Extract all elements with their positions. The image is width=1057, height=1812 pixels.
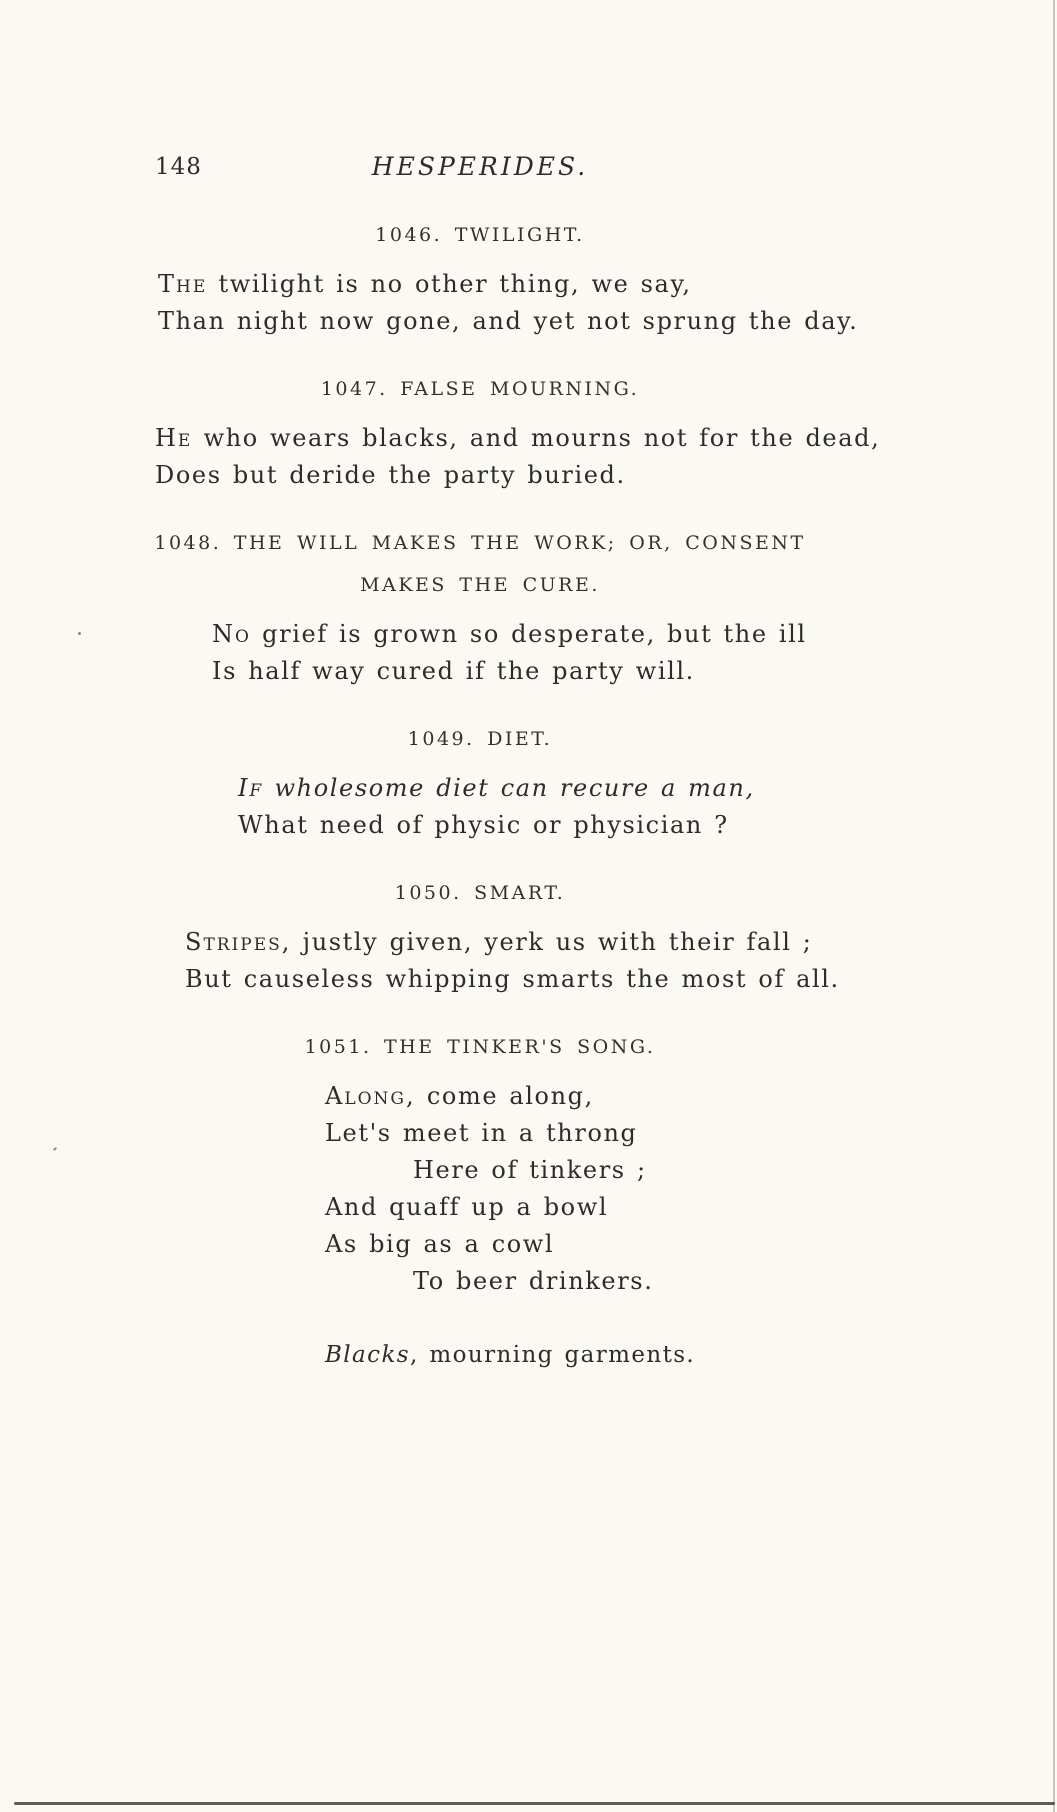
poem-line: The twilight is no other thing, we say, xyxy=(158,270,692,298)
poem-title: 1047. FALSE MOURNING. xyxy=(320,378,640,400)
poem-title: 1050. SMART. xyxy=(394,882,566,904)
poem-body xyxy=(238,770,810,844)
poem-1051-the-tinkers-song xyxy=(150,1036,810,1300)
poem-body xyxy=(158,266,859,340)
poem-body xyxy=(212,616,810,690)
poem-line: Does but deride the party buried. xyxy=(155,461,626,489)
poem-line: Along, come along, xyxy=(325,1082,594,1110)
poem-title: 1049. DIET. xyxy=(407,728,553,750)
poem-line: Than night now gone, and yet not sprung the day. xyxy=(158,307,859,335)
poem-body xyxy=(185,924,840,998)
page-number: 148 xyxy=(155,154,202,180)
poem-title: 1048. THE WILL MAKES THE WORK; OR, CONSENT xyxy=(154,532,806,554)
poem-line: To beer drinkers. xyxy=(413,1267,654,1295)
footnote-definition: , mourning garments. xyxy=(410,1342,696,1368)
footnote-term: Blacks xyxy=(325,1342,410,1368)
poem-line: No grief is grown so desperate, but the ill xyxy=(212,620,807,648)
poem-body xyxy=(155,420,881,494)
scan-edge-bottom xyxy=(14,1802,1055,1805)
poem-line: But causeless whipping smarts the most of all. xyxy=(185,965,840,993)
poem-line: Here of tinkers ; xyxy=(413,1156,647,1184)
poem-1046-twilight xyxy=(150,224,859,340)
poem-line: Let's meet in a throng xyxy=(325,1119,638,1147)
footnote xyxy=(325,1342,810,1368)
page-head xyxy=(150,152,810,186)
poem-line: He who wears blacks, and mourns not for the dead, xyxy=(155,424,881,452)
poem-title: 1046. TWILIGHT. xyxy=(375,224,585,246)
poem-line: And quaff up a bowl xyxy=(325,1193,609,1221)
poem-title: 1051. THE TINKER'S SONG. xyxy=(304,1036,656,1058)
poem-line: As big as a cowl xyxy=(325,1230,555,1258)
scan-speck xyxy=(53,1147,57,1151)
poem-line: If wholesome diet can recure a man, xyxy=(238,774,755,802)
poem-body xyxy=(325,1078,810,1300)
scan-speck xyxy=(78,632,81,635)
poem-line: Stripes, justly given, yerk us with their fall ; xyxy=(185,928,813,956)
poem-1048-the-will-makes-the-work xyxy=(150,532,810,690)
poem-line: What need of physic or physician ? xyxy=(238,811,729,839)
poem-1050-smart xyxy=(150,882,840,998)
running-head: HESPERIDES. xyxy=(371,152,589,181)
poem-1049-diet xyxy=(150,728,810,844)
page-content xyxy=(150,0,881,1368)
poem-1047-false-mourning xyxy=(150,378,881,494)
poem-title-continued: MAKES THE CURE. xyxy=(360,574,600,596)
poem-line: Is half way cured if the party will. xyxy=(212,657,695,685)
scan-edge-right xyxy=(1053,0,1055,1812)
